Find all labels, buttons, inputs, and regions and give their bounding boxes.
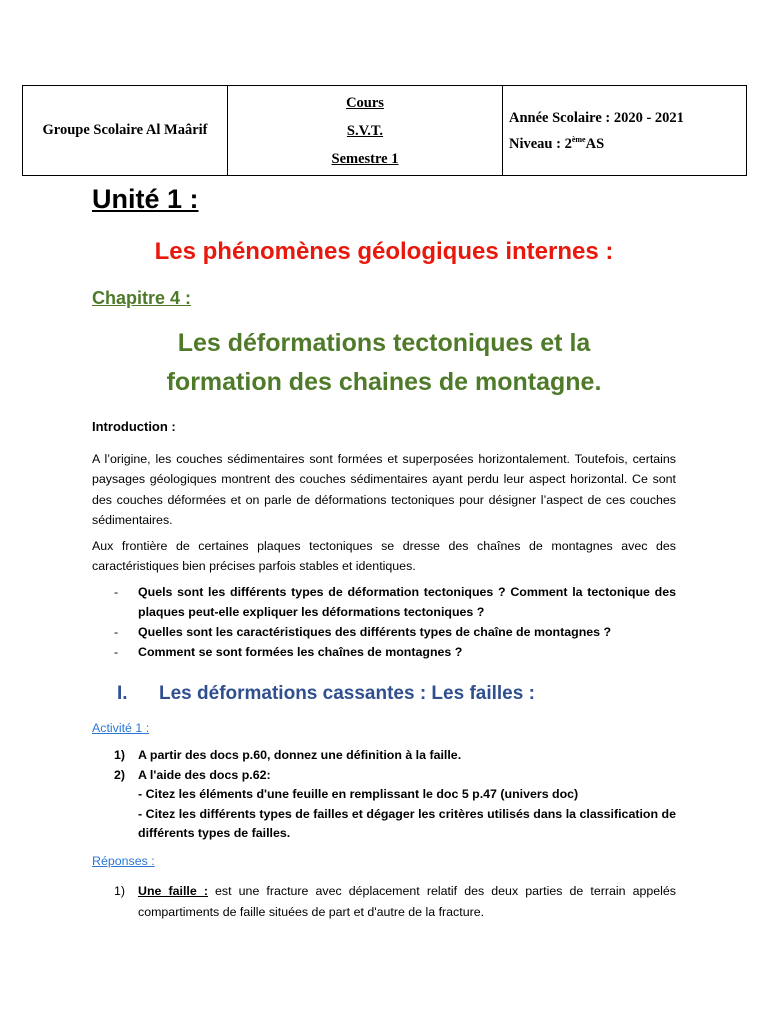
answer-term: Une faille : bbox=[138, 884, 208, 898]
intro-heading: Introduction : bbox=[92, 419, 176, 434]
question-item: - Quels sont les différents types de déformation tectoniques ? Comment la tectonique des plaques peut-elle expliquer les déformations tectoniques ? bbox=[114, 585, 676, 619]
section-number: I. bbox=[117, 683, 128, 704]
part-title: Les phénomènes géologiques internes : bbox=[154, 238, 614, 265]
activity-list bbox=[92, 746, 676, 844]
activity-label: Activité 1 : bbox=[92, 721, 150, 735]
course-info bbox=[228, 86, 503, 176]
intro-paragraph-2: Aux frontière de certaines plaques tectoniques se dresse des chaînes de montagnes avec des caractéristiques bien précises parfois stables et identiques. bbox=[92, 539, 676, 574]
school-name: Groupe Scolaire Al Maârif bbox=[23, 86, 228, 176]
activity-subitem: - Citez les éléments d'une feuille en remplissant le doc 5 p.47 (univers doc) bbox=[138, 787, 579, 801]
subject-label: S.V.T. bbox=[346, 122, 384, 139]
chapter-title-line2: formation des chaines de montagne. bbox=[166, 368, 602, 396]
answers-list bbox=[92, 881, 676, 923]
chapter-label: Chapitre 4 : bbox=[92, 288, 192, 308]
question-list bbox=[92, 582, 676, 662]
course-label: Cours bbox=[346, 94, 384, 111]
header-table bbox=[22, 85, 747, 176]
intro-paragraph-1: A l’origine, les couches sédimentaires sont formées et superposées horizontalement. Toutefois, certains paysages géologiques montrent des couches sédimentaires ayant perdu leur aspect horizontal. Ce sont des couches déformées et on parle de déformations tectoniques pour désigner l’aspect de ces couches sédimentaires. bbox=[92, 452, 676, 527]
level: Niveau : 2èmeAS bbox=[509, 134, 605, 152]
school-year: Année Scolaire : 2020 - 2021 bbox=[509, 109, 684, 126]
chapter-title bbox=[0, 324, 768, 402]
semester-label: Semestre 1 bbox=[331, 150, 399, 167]
year-level bbox=[503, 86, 747, 176]
activity-subitem: - Citez les différents types de failles et dégager les critères utilisés dans la classification de différents types de failles. bbox=[138, 806, 676, 840]
activity-item: 2) A l'aide des docs p.62: - Citez les éléments d'une feuille en remplissant le doc 5 p.47 (univers doc) - Citez les différents types de failles et dégager les critères utilisés dans la classification de différents types de failles. bbox=[92, 766, 676, 844]
section-title-text: Les déformations cassantes : Les failles : bbox=[159, 683, 535, 704]
answer-item: 1) Une faille : est une fracture avec déplacement relatif des deux parties de terrain appelés compartiments de faille situées de part et d'autre de la fracture. bbox=[114, 884, 676, 919]
question-item: - Comment se sont formées les chaînes de montagnes ? bbox=[114, 645, 463, 659]
chapter-title-line1: Les déformations tectoniques et la bbox=[177, 329, 591, 357]
activity-item: 1) A partir des docs p.60, donnez une définition à la faille. bbox=[114, 748, 462, 762]
answers-label: Réponses : bbox=[92, 854, 155, 868]
question-item: - Quelles sont les caractéristiques des différents types de chaîne de montagnes ? bbox=[114, 625, 612, 639]
unit-title: Unité 1 : bbox=[92, 184, 199, 214]
section-title bbox=[117, 680, 535, 707]
